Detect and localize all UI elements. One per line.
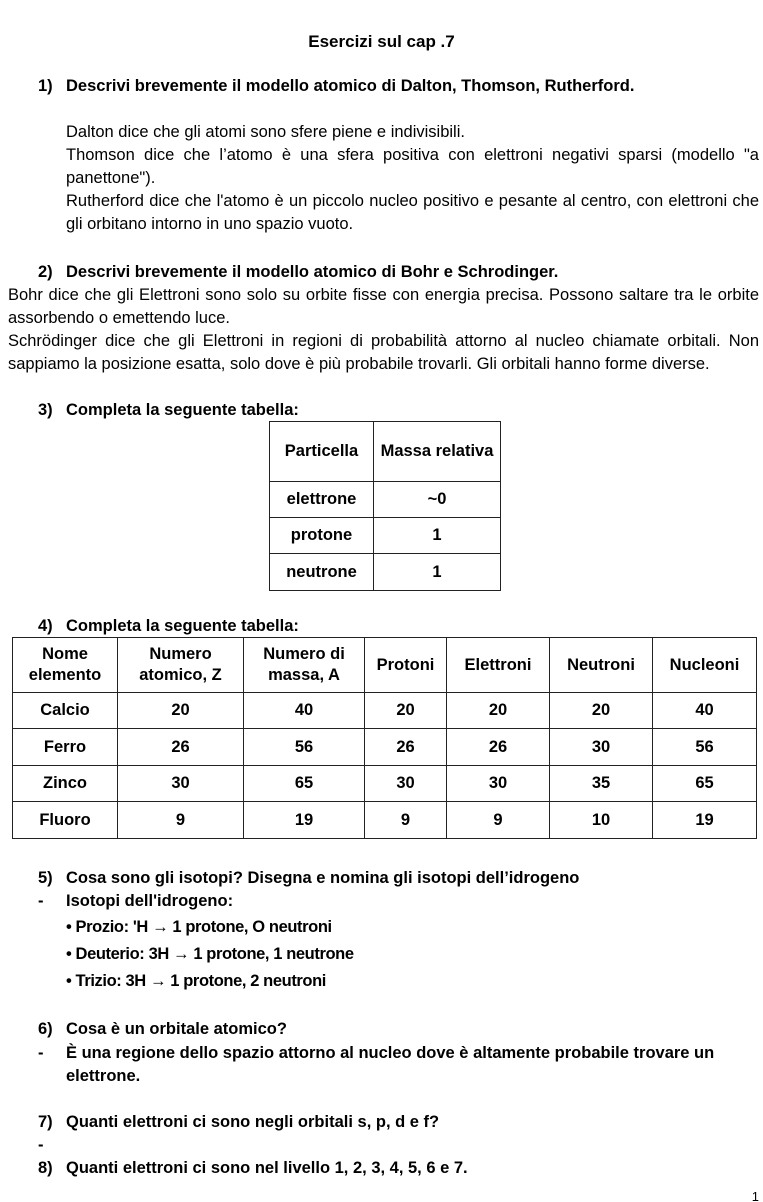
question-2-text: Descrivi brevemente il modello atomico di Bohr e Schrodinger. (66, 263, 559, 281)
table-cell: Calcio (13, 693, 118, 729)
table-header-cell: Nome elemento (13, 638, 118, 693)
answer-5-dash: - (38, 892, 44, 910)
question-2-number: 2) (38, 263, 53, 281)
table-row (270, 518, 501, 554)
table-header-cell: Protoni (365, 638, 447, 693)
table-cell: 20 (447, 693, 550, 729)
table-row (13, 766, 757, 802)
answer-5-head-text: Isotopi dell'idrogeno: (66, 892, 234, 910)
table-cell: 40 (244, 693, 365, 729)
table-header-cell: Neutroni (550, 638, 653, 693)
table-header-cell: Massa relativa (374, 422, 501, 482)
question-7-text: Quanti elettroni ci sono negli orbitali s, p, d e f? (66, 1113, 440, 1131)
question-6-text: Cosa è un orbitale atomico? (66, 1020, 287, 1038)
table-cell: 56 (244, 729, 365, 766)
table-cell: Fluoro (13, 802, 118, 839)
answer-6-text: È una regione dello spazio attorno al nucleo dove è altamente probabile trovare un elettrone. (66, 1044, 715, 1085)
question-8-number: 8) (38, 1159, 53, 1177)
table-cell: 35 (550, 766, 653, 802)
question-7-number: 7) (38, 1113, 53, 1131)
answer-2-bohr: Bohr dice che gli Elettroni sono solo su orbite fisse con energia precisa. Possono saltare tra le orbite assorbendo o emettendo luce. (8, 286, 759, 327)
isotope-deuterio: • Deuterio: 3H → 1 protone, 1 neutrone (66, 945, 354, 963)
table-cell: 9 (365, 802, 447, 839)
question-5-text: Cosa sono gli isotopi? Disegna e nomina gli isotopi dell’idrogeno (66, 869, 580, 887)
answer-6 (38, 1042, 728, 1088)
table-cell: 9 (447, 802, 550, 839)
table-row (13, 802, 757, 839)
answer-1-dalton: Dalton dice che gli atomi sono sfere piene e indivisibili. (66, 123, 465, 141)
table-cell: Ferro (13, 729, 118, 766)
table-cell: 20 (550, 693, 653, 729)
table-header-cell: Numero atomico, Z (118, 638, 244, 693)
answer-1-rutherford: Rutherford dice che l'atomo è un piccolo nucleo positivo e pesante al centro, con elettroni che gli orbitano intorno in uno spazio vuoto. (66, 192, 759, 233)
answer-6-dash: - (38, 1044, 44, 1062)
question-1-text: Descrivi brevemente il modello atomico di Dalton, Thomson, Rutherford. (66, 77, 635, 95)
table-row (270, 482, 501, 518)
question-3-number: 3) (38, 401, 53, 419)
table-cell: 30 (365, 766, 447, 802)
table-cell: elettrone (270, 482, 374, 518)
page-number: 1 (751, 1189, 759, 1202)
question-3-text: Completa la seguente tabella: (66, 401, 299, 419)
table-row (270, 554, 501, 591)
question-4-text: Completa la seguente tabella: (66, 617, 299, 635)
question-8-text: Quanti elettroni ci sono nel livello 1, 2, 3, 4, 5, 6 e 7. (66, 1159, 468, 1177)
table-row (13, 693, 757, 729)
table-header-cell: Nucleoni (653, 638, 757, 693)
table-cell: 19 (653, 802, 757, 839)
question-5-number: 5) (38, 869, 53, 887)
table-cell: 20 (365, 693, 447, 729)
table-cell: 26 (118, 729, 244, 766)
table-cell: neutrone (270, 554, 374, 591)
page-title: Esercizi sul cap .7 (308, 32, 455, 51)
table-header-cell: Particella (270, 422, 374, 482)
table-cell: Zinco (13, 766, 118, 802)
table-row (13, 729, 757, 766)
table-cell: 20 (118, 693, 244, 729)
particle-mass-table (269, 421, 501, 591)
table-cell: 30 (118, 766, 244, 802)
table-cell: 65 (653, 766, 757, 802)
table-cell: protone (270, 518, 374, 554)
question-1-number: 1) (38, 77, 53, 95)
question-4-number: 4) (38, 617, 53, 635)
table-cell: 9 (118, 802, 244, 839)
table-cell: 1 (374, 518, 501, 554)
isotope-trizio: • Trizio: 3H → 1 protone, 2 neutroni (66, 972, 326, 990)
table-cell: 10 (550, 802, 653, 839)
table-cell: 30 (447, 766, 550, 802)
table-cell: 65 (244, 766, 365, 802)
table-header-cell: Elettroni (447, 638, 550, 693)
question-6-number: 6) (38, 1020, 53, 1038)
table-cell: 26 (447, 729, 550, 766)
answer-7-dash: - (38, 1136, 44, 1154)
table-header-row (13, 638, 757, 693)
elements-table (12, 637, 757, 839)
table-cell: 1 (374, 554, 501, 591)
table-header-cell: Numero di massa, A (244, 638, 365, 693)
answer-1-thomson: Thomson dice che l’atomo è una sfera positiva con elettroni negativi sparsi (modello "a panettone"). (66, 146, 759, 187)
table-cell: 30 (550, 729, 653, 766)
table-cell: 40 (653, 693, 757, 729)
isotope-prozio: • Prozio: 'H → 1 protone, O neutroni (66, 918, 332, 936)
answer-2-schrodinger: Schrödinger dice che gli Elettroni in regioni di probabilità attorno al nucleo chiamate orbitali. Non sappiamo la posizione esatta, solo dove è più probabile trovarli. Gli orbitali hanno forme diverse. (8, 332, 759, 373)
table-cell: 26 (365, 729, 447, 766)
table-cell: ~0 (374, 482, 501, 518)
table-cell: 19 (244, 802, 365, 839)
table-cell: 56 (653, 729, 757, 766)
table-header-row (270, 422, 501, 482)
